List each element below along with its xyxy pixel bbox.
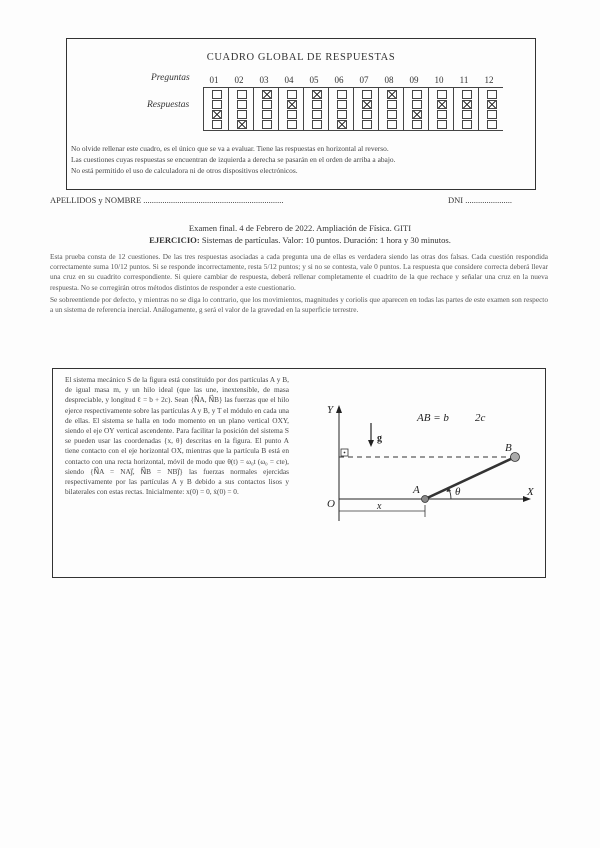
answer-checkbox[interactable] [262,120,272,129]
answer-checkbox[interactable] [412,100,422,109]
answer-checkbox[interactable] [362,90,372,99]
answer-column [203,88,229,130]
exam-date-line: Examen final. 4 de Febrero de 2022. Ampliación de Física. GITI [188,223,412,233]
question-number: 08 [384,75,394,85]
answer-checkbox[interactable] [212,110,222,119]
answer-checkbox[interactable] [487,100,497,109]
right-angle-dot [344,452,346,454]
answer-checkbox[interactable] [387,100,397,109]
answer-column [303,88,329,130]
answer-checkbox[interactable] [212,90,222,99]
answer-checkbox[interactable] [412,120,422,129]
particle-b [511,453,520,462]
answer-checkbox[interactable] [237,120,247,129]
answer-checkbox[interactable] [312,120,322,129]
answer-checkbox[interactable] [412,110,422,119]
answer-checkbox[interactable] [287,100,297,109]
answer-column [378,88,404,130]
question-number: 10 [434,75,444,85]
answer-checkbox[interactable] [437,90,447,99]
question-number: 09 [409,75,419,85]
answer-checkbox[interactable] [387,110,397,119]
answer-column [428,88,454,130]
angle-label: θ [455,486,461,498]
answer-checkbox[interactable] [337,100,347,109]
name-dni-line [50,195,550,205]
note-line: No está permitido el uso de calculadora ni de otros dispositivos electrónicos. [71,166,298,175]
gravity-arrow-head [368,440,374,447]
question-number: 06 [334,75,344,85]
instructions-paragraph: Esta prueba consta de 12 cuestiones. De las tres respuestas asociadas a cada pregunta una de ellas es verdadera siendo las otras dos falsas. Cada cuestión respondida correctamente suma 10/12 puntos. Si se responde incorrectamente, resta 5/12 puntos; y si no se contesta, vale 0 puntos. La respuesta que considere correcta deberá llevar una cruz en su cuadrito correspondiente. Si quiere cambiar de respuesta, deberá rellenar completamente el cuadrito de la que rechace y señalar una cruz en la nueva respuesta. No se corregirán otros métodos distintos de responder a este cuestionario. [50,252,548,292]
instructions-paragraph: Se sobreentiende por defecto, y mientras no se diga lo contrario, que los movimientos, magnitudes y coriolis que aparecen en todas las partes de este examen son respecto a un sistema de referencia inercial. Análogamente, g será el valor de la gravedad en la superficie terrestre. [50,294,548,315]
y-axis-label: Y [327,404,334,416]
answer-checkbox[interactable] [437,110,447,119]
note-line: No olvide rellenar este cuadro, es el único que se va a evaluar. Tiene las respuestas en horizontal al reverso. [71,144,389,153]
x-axis-label: X [527,486,534,498]
question-number: 11 [459,75,469,85]
particle-a [422,496,429,503]
answer-checkbox[interactable] [262,110,272,119]
answer-checkbox[interactable] [337,110,347,119]
answer-checkbox[interactable] [287,90,297,99]
question-number: 02 [234,75,244,85]
answer-checkbox[interactable] [237,100,247,109]
answer-column [278,88,304,130]
answer-checkbox[interactable] [362,120,372,129]
answer-checkbox[interactable] [387,90,397,99]
exam-header [60,222,540,246]
point-b-label: B [505,442,512,454]
answer-checkbox[interactable] [462,100,472,109]
question-number: 03 [259,75,269,85]
problem-statement: El sistema mecánico S de la figura está constituido por dos partículas A y B, de igual masa m, y un hilo ideal (que las une, inextensible, de masa despreciable, y longitud ℓ = b + 2c). Sean {N⃗A, N⃗B} las fuerzas que el hilo ejerce respectivamente sobre las partículas A y B, y T el módulo en cada una de ellas. El sistema se halla en todo momento en un plano vertical OXY, siendo el eje OY vertical ascendente. Para facilitar la posición del sistema S se pueden usar las coordenadas {x, θ} descritas en la figura. El punto A tiene contacto con el eje horizontal OX, mientras que la partícula B está en contacto con una recta horizontal, móvil de modo que θ(t) = ω₀t (ω₀ = cte), siendo {N⃗A = NAȷ⃗, N⃗B = NBȷ⃗} las fuerzas normales ejercidas respectivamente por las partículas A y B debido a sus contactos lisos y bilaterales con estas rectas. Inicialmente: x(0) = 0, ẋ(0) = 0. [65,375,289,497]
answer-checkbox[interactable] [237,90,247,99]
answer-checkbox[interactable] [212,100,222,109]
answer-checkbox[interactable] [287,120,297,129]
answer-checkbox[interactable] [487,110,497,119]
note-line: Las cuestiones cuyas respuestas se encuentran de izquierda a derecha se pasarán en el orden de arriba a abajo. [71,155,396,164]
distance-label: x [377,501,382,512]
question-number: 12 [484,75,494,85]
answer-checkbox[interactable] [462,120,472,129]
answer-box-title: CUADRO GLOBAL DE RESPUESTAS [206,52,396,63]
question-number: 04 [284,75,294,85]
exercise-line [60,234,540,246]
answer-checkbox[interactable] [487,90,497,99]
dni-field[interactable]: DNI ...................... [448,195,512,205]
relation-extra-label: 2c [475,412,486,424]
answer-checkbox[interactable] [312,90,322,99]
answer-checkbox[interactable] [337,90,347,99]
answer-grid-box [66,38,536,190]
answer-checkbox[interactable] [362,100,372,109]
answer-checkbox[interactable] [387,120,397,129]
y-axis-arrow [336,405,342,413]
exercise-description: Sistemas de partículas. Valor: 10 puntos. Duración: 1 hora y 30 minutos. [201,235,451,245]
answer-column [253,88,279,130]
answer-column [478,88,504,130]
question-number: 01 [209,75,219,85]
answer-checkbox[interactable] [462,90,472,99]
answer-checkbox[interactable] [262,90,272,99]
answer-checkbox[interactable] [237,110,247,119]
exercise-label: EJERCICIO: [149,235,200,245]
answer-checkbox[interactable] [462,110,472,119]
rod-ab [425,457,515,499]
answer-checkbox[interactable] [437,120,447,129]
problem-figure [325,389,539,529]
answer-checkbox[interactable] [412,90,422,99]
answer-column [228,88,254,130]
preguntas-label: Preguntas [151,73,190,83]
name-field[interactable]: APELLIDOS y NOMBRE .................................................................. [50,195,284,205]
question-number: 05 [309,75,319,85]
answer-column [453,88,479,130]
point-a-label: A [413,484,420,496]
problem-box [52,368,546,578]
answer-column [353,88,379,130]
answer-box-notes [71,143,531,176]
answer-checkbox[interactable] [262,100,272,109]
respuestas-label: Respuestas [147,100,190,110]
answer-checkbox[interactable] [437,100,447,109]
answer-checkbox[interactable] [312,100,322,109]
answer-checkbox[interactable] [487,120,497,129]
answer-checkbox[interactable] [312,110,322,119]
answer-column [328,88,354,130]
answer-checkbox[interactable] [212,120,222,129]
origin-label: O [327,498,335,510]
gravity-label: g [377,433,382,444]
answer-checkbox[interactable] [362,110,372,119]
answer-column [403,88,429,130]
answer-grid [203,87,503,131]
question-number: 07 [359,75,369,85]
relation-label: AB = b [417,412,449,424]
instructions [50,252,548,317]
answer-checkbox[interactable] [337,120,347,129]
answer-checkbox[interactable] [287,110,297,119]
